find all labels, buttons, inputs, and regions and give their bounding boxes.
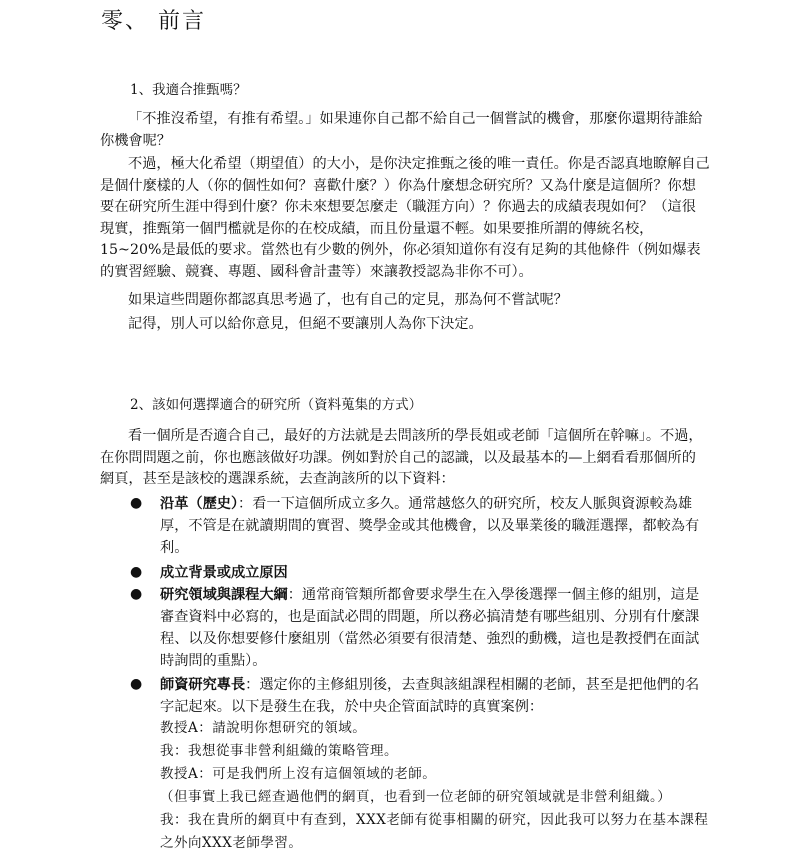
bullet-text: ：通常商管類所都會要求學生在入學後選擇一個主修的組別，這是審查資料中必寫的，也是面試必問的問題，所以務必搞清楚有哪些組別、分別有什麼課程、以及你想要修什麼組別（當然必須要有很清楚、強烈的動機，這也是教授們在面試時詢問的重點）。 <box>160 587 700 669</box>
bullet-item-research-fields <box>160 584 710 672</box>
section-1-paragraph-4: 記得，別人可以給你意見，但絕不要讓別人為你下決定。 <box>128 316 483 332</box>
case-line: （但事實上我已經查過他們的網頁，也看到一位老師的研究領域就是非營利組織。） <box>160 789 672 805</box>
section-1-paragraph-2: 不過，極大化希望（期望值）的大小，是你決定推甄之後的唯一責任。你是否認真地瞭解自己是個什麼樣的人（你的個性如何？喜歡什麼？）你為什麼想念研究所？又為什麼是這個所？你想要在研究所生涯中得到什麼？你未來想要怎麼走（職涯方向）？你過去的成績表現如何？（這很現實，推甄第一個門檻就是你的在校成績，而且份量還不輕。如果要推所謂的傳統名校，15~20%是最低的要求。當然也有少數的例外，你必須知道你有沒有足夠的其他條件（例如爆表的實習經驗、競賽、專題、國科會計畫等）來讓教授認為非你不可）。 <box>100 156 710 280</box>
bullet-text: ：選定你的主修組別後，去查與該組課程相關的老師，甚至是把他們的名字記起來。以下是發生在我，於中央企管面試時的真實案例： <box>160 677 700 715</box>
case-line: 教授A：請說明你想研究的領域。 <box>160 720 367 736</box>
bullet-marker: ● <box>130 495 143 511</box>
page-title: 零、 前言 <box>101 9 206 34</box>
bullet-marker: ● <box>130 564 143 580</box>
section-2-heading: 2、該如何選擇適合的研究所（資料蒐集的方式） <box>130 397 423 413</box>
section-1-heading: 1、我適合推甄嗎？ <box>130 82 247 98</box>
bullet-item-background <box>160 562 710 584</box>
bullet-term: 成立背景或成立原因 <box>160 565 288 581</box>
bullet-term: 師資研究專長 <box>160 677 246 693</box>
bullet-marker: ● <box>130 676 143 692</box>
bullet-text: ：看一下這個所成立多久。通常越悠久的研究所，校友人脈與資源較為雄厚，不管是在就讀期間的實習、獎學金或其他機會，以及畢業後的職涯選擇，都較為有利。 <box>160 496 700 556</box>
bullet-item-faculty <box>160 674 710 718</box>
bullet-item-history <box>160 493 710 559</box>
bullet-term: 研究領域與課程大綱 <box>160 587 288 603</box>
case-line: 我：我在貴所的網頁中有查到，XXX老師有從事相關的研究，因此我可以努力在基本課程之外向XXX老師學習。 <box>160 812 709 851</box>
section-1-paragraph-3: 如果這些問題你都認真思考過了，也有自己的定見，那為何不嘗試呢？ <box>128 292 568 308</box>
section-1-paragraph-1: 「不推沒希望，有推有希望。」如果連你自己都不給自己一個嘗試的機會，那麼你還期待誰給你機會呢？ <box>100 111 703 149</box>
bullet-marker: ● <box>130 586 143 602</box>
case-line: 我：我想從事非營利組織的策略管理。 <box>160 743 398 759</box>
section-2-intro: 看一個所是否適合自己，最好的方法就是去問該所的學長姐或老師「這個所在幹嘛」。不過，在你問問題之前，你也應該做好功課。例如對於自己的認識，以及最基本的—上網看看那個所的網頁，甚至是該校的選課系統，去查詢該所的以下資料： <box>100 428 703 488</box>
case-line: 教授A：可是我們所上沒有這個領域的老師。 <box>160 766 437 782</box>
bullet-term: 沿革（歷史） <box>160 496 239 512</box>
